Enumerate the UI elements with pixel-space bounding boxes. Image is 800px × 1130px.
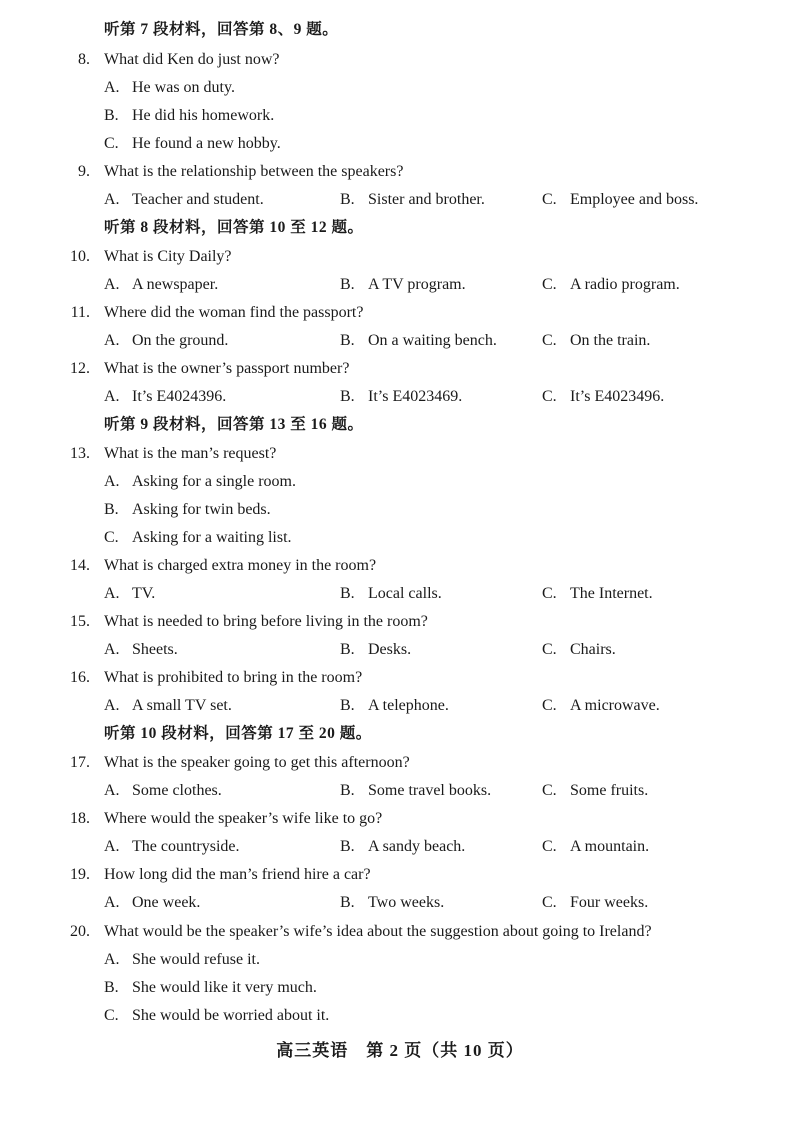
question-text: Where did the woman find the passport? bbox=[104, 304, 364, 321]
option-row bbox=[0, 524, 800, 552]
option-b: B. Two weeks. bbox=[340, 894, 445, 911]
question-text: What is prohibited to bring in the room? bbox=[104, 669, 363, 686]
question-text: Where would the speaker’s wife like to go? bbox=[104, 810, 383, 827]
question-number: 13. bbox=[70, 445, 90, 462]
option-a: A. She would refuse it. bbox=[104, 951, 260, 968]
option-b: B. She would like it very much. bbox=[104, 979, 317, 996]
option-c: C. The Internet. bbox=[542, 585, 653, 602]
option-c: C. He found a new hobby. bbox=[104, 135, 281, 152]
option-row bbox=[0, 889, 800, 917]
question-17 bbox=[0, 749, 800, 777]
question-number: 14. bbox=[70, 557, 90, 574]
question-text: What is City Daily? bbox=[104, 248, 232, 265]
option-a: A. He was on duty. bbox=[104, 79, 235, 96]
question-text: What did Ken do just now? bbox=[104, 51, 280, 68]
option-a: A. TV. bbox=[104, 585, 156, 602]
option-row bbox=[0, 130, 800, 158]
option-b: B. A TV program. bbox=[340, 276, 466, 293]
option-b: B. Local calls. bbox=[340, 585, 442, 602]
question-text: What is the relationship between the speakers? bbox=[104, 163, 404, 180]
option-row bbox=[0, 496, 800, 524]
option-b: B. Asking for twin beds. bbox=[104, 501, 271, 518]
option-row bbox=[0, 271, 800, 299]
question-18 bbox=[0, 805, 800, 833]
option-b: B. It’s E4023469. bbox=[340, 388, 463, 405]
option-row bbox=[0, 74, 800, 102]
option-a: A. Asking for a single room. bbox=[104, 473, 296, 490]
option-a: A. Teacher and student. bbox=[104, 191, 264, 208]
option-c: C. Asking for a waiting list. bbox=[104, 529, 292, 546]
option-row bbox=[0, 102, 800, 130]
option-c: C. A radio program. bbox=[542, 276, 680, 293]
question-number: 17. bbox=[70, 754, 90, 771]
option-a: A. On the ground. bbox=[104, 332, 229, 349]
option-a: A. Some clothes. bbox=[104, 782, 222, 799]
question-text: What is needed to bring before living in the room? bbox=[104, 613, 428, 630]
option-c: C. It’s E4023496. bbox=[542, 388, 665, 405]
page-footer: 高三英语 第 2 页（共 10 页） bbox=[276, 1041, 524, 1060]
option-b: B. Sister and brother. bbox=[340, 191, 485, 208]
question-number: 18. bbox=[70, 810, 90, 827]
option-row bbox=[0, 383, 800, 411]
question-text: How long did the man’s friend hire a car? bbox=[104, 866, 371, 883]
section-header-8: 听第 8 段材料，回答第 10 至 12 题。 bbox=[104, 219, 364, 236]
option-c: C. Chairs. bbox=[542, 641, 616, 658]
option-c: C. A microwave. bbox=[542, 697, 660, 714]
question-number: 15. bbox=[70, 613, 90, 630]
option-row bbox=[0, 974, 800, 1002]
option-c: C. Employee and boss. bbox=[542, 191, 699, 208]
option-a: A. The countryside. bbox=[104, 838, 240, 855]
question-text: What is the owner’s passport number? bbox=[104, 360, 350, 377]
question-19 bbox=[0, 861, 800, 889]
question-15 bbox=[0, 608, 800, 636]
option-b: B. A sandy beach. bbox=[340, 838, 466, 855]
section-header-7: 听第 7 段材料，回答第 8、9 题。 bbox=[104, 21, 339, 38]
option-a: A. A newspaper. bbox=[104, 276, 219, 293]
section-header-9: 听第 9 段材料，回答第 13 至 16 题。 bbox=[104, 416, 364, 433]
question-number: 8. bbox=[78, 51, 90, 68]
question-10 bbox=[0, 243, 800, 271]
option-row bbox=[0, 777, 800, 805]
question-text: What is charged extra money in the room? bbox=[104, 557, 377, 574]
question-16 bbox=[0, 664, 800, 692]
option-a: A. Sheets. bbox=[104, 641, 178, 658]
option-row bbox=[0, 946, 800, 974]
question-14 bbox=[0, 552, 800, 580]
option-row bbox=[0, 580, 800, 608]
option-row bbox=[0, 692, 800, 720]
question-number: 19. bbox=[70, 866, 90, 883]
question-text: What would be the speaker’s wife’s idea about the suggestion about going to Ireland? bbox=[104, 923, 652, 940]
question-number: 10. bbox=[70, 248, 90, 265]
option-b: B. Desks. bbox=[340, 641, 412, 658]
option-row bbox=[0, 636, 800, 664]
option-c: C. On the train. bbox=[542, 332, 651, 349]
option-a: A. A small TV set. bbox=[104, 697, 232, 714]
option-b: B. Some travel books. bbox=[340, 782, 492, 799]
option-b: B. A telephone. bbox=[340, 697, 449, 714]
question-13 bbox=[0, 440, 800, 468]
question-number: 16. bbox=[70, 669, 90, 686]
option-row bbox=[0, 186, 800, 214]
option-row bbox=[0, 1002, 800, 1030]
option-row bbox=[0, 833, 800, 861]
question-number: 11. bbox=[70, 304, 90, 321]
question-12 bbox=[0, 355, 800, 383]
option-row bbox=[0, 327, 800, 355]
option-a: A. One week. bbox=[104, 894, 201, 911]
question-number: 12. bbox=[70, 360, 90, 377]
option-c: C. Four weeks. bbox=[542, 894, 649, 911]
question-text: What is the speaker going to get this afternoon? bbox=[104, 754, 410, 771]
option-a: A. It’s E4024396. bbox=[104, 388, 227, 405]
option-row bbox=[0, 468, 800, 496]
option-b: B. He did his homework. bbox=[104, 107, 275, 124]
option-c: C. She would be worried about it. bbox=[104, 1007, 330, 1024]
question-number: 9. bbox=[78, 163, 90, 180]
option-c: C. A mountain. bbox=[542, 838, 650, 855]
question-9 bbox=[0, 158, 800, 186]
option-b: B. On a waiting bench. bbox=[340, 332, 497, 349]
question-8 bbox=[0, 46, 800, 74]
question-11 bbox=[0, 299, 800, 327]
question-number: 20. bbox=[70, 923, 90, 940]
question-20 bbox=[0, 918, 800, 946]
question-text: What is the man’s request? bbox=[104, 445, 277, 462]
option-c: C. Some fruits. bbox=[542, 782, 649, 799]
section-header-10: 听第 10 段材料，回答第 17 至 20 题。 bbox=[104, 725, 372, 742]
